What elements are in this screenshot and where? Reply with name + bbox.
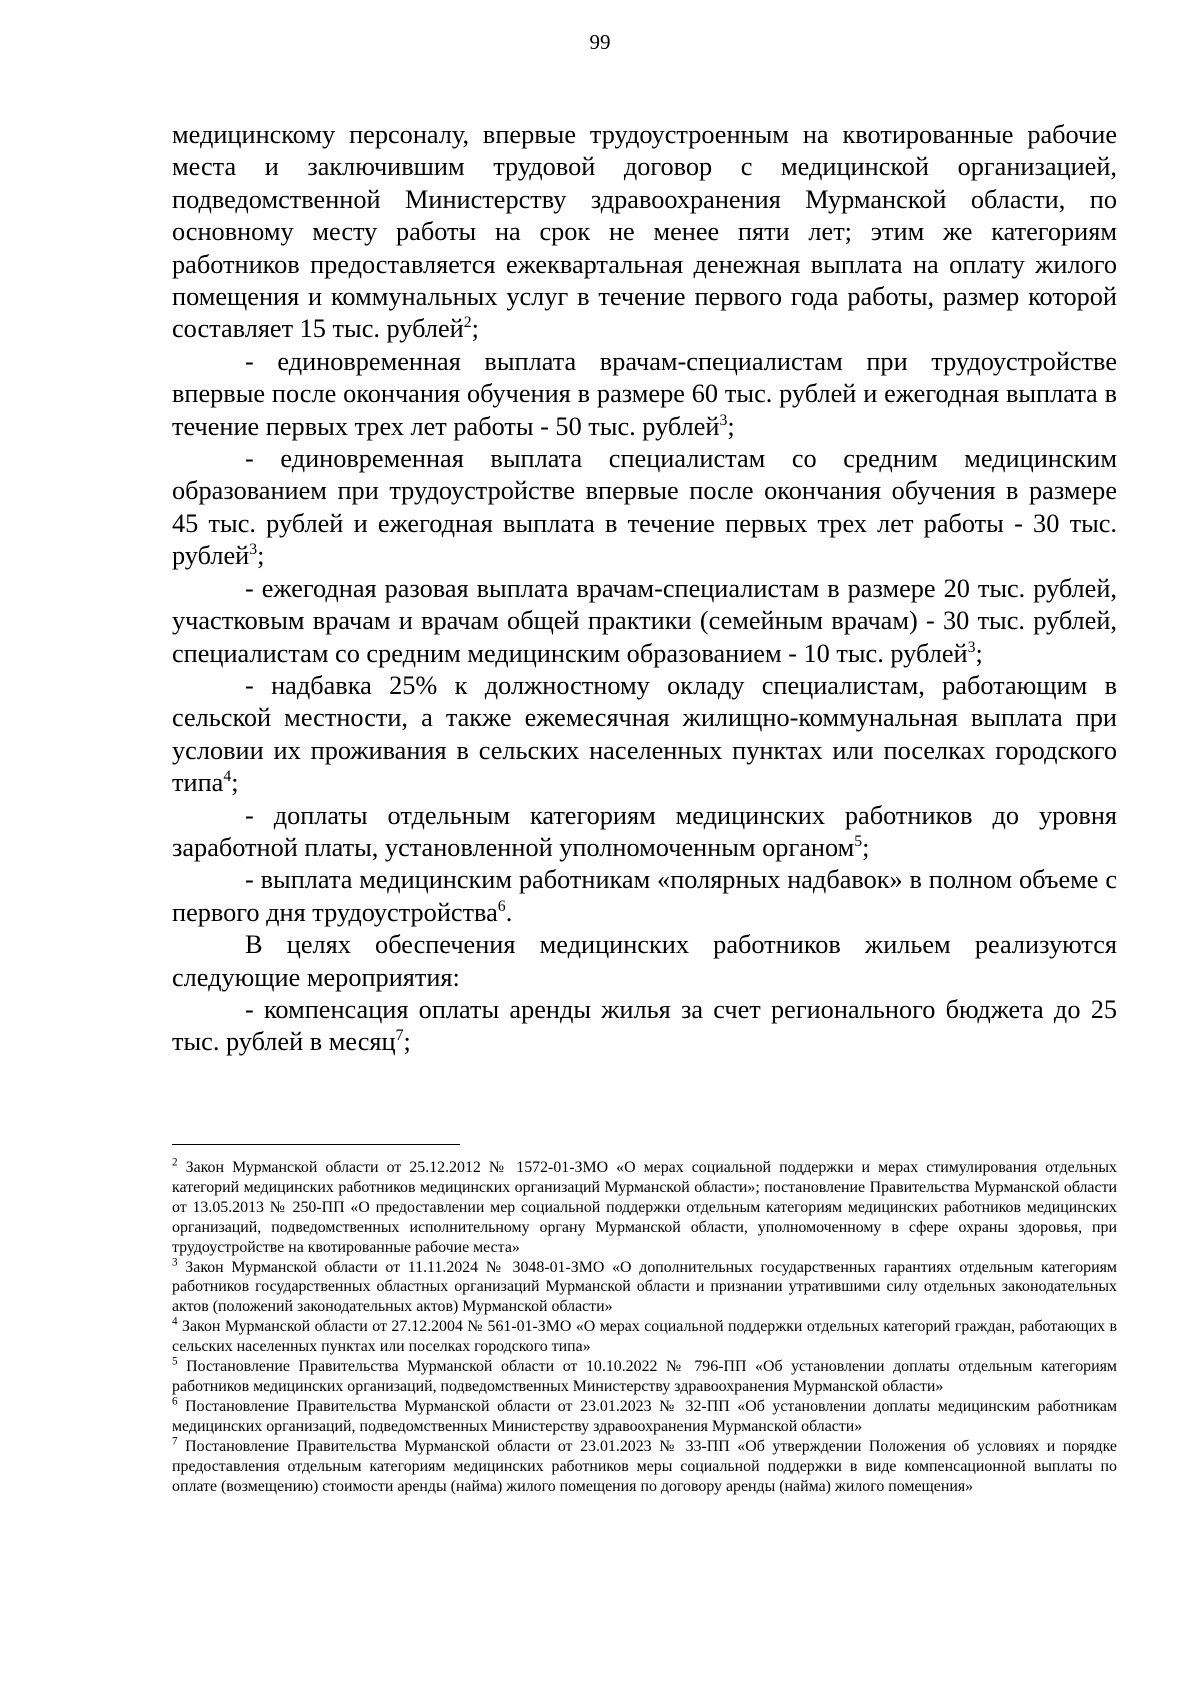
paragraph-text: - единовременная выплата врачам-специалистам при трудоустройстве впервые после окончания обучения в размере 60 тыс. рублей и ежегодная выплата в течение первых трех лет работы - 50 тыс. рублей [172, 346, 1117, 441]
paragraph-intro [172, 929, 1117, 994]
footnote [172, 1397, 1117, 1437]
footnote-ref[interactable]: 6 [497, 897, 506, 915]
paragraph-continuation [172, 119, 1117, 346]
footnote-ref[interactable]: 5 [854, 833, 863, 851]
footnote-separator [172, 1144, 460, 1145]
paragraph-tail: ; [471, 314, 479, 344]
footnote-text: Закон Мурманской области от 25.12.2012 № 1572-01-ЗМО «О мерах социальной поддержки и мерах стимулирования отдельных категорий медицинских работников медицинских организаций Мурманской области»; постановление Правительства Мурманской области от 13.05.2013 № 250-ПП «О предоставлении мер социальной поддержки отдельным категориям медицинских работников медицинских организаций, подведомственных исполнительному органу Мурманской области, уполномоченному в сфере охраны здоровья, при трудоустройстве на квотированные рабочие места» [172, 1159, 1117, 1256]
paragraph-text: - доплаты отдельным категориям медицинских работников до уровня заработной платы, установленной уполномоченным органом [172, 800, 1117, 862]
footnote [172, 1357, 1117, 1397]
footnote-number: 7 [172, 1435, 178, 1448]
footnote [172, 1437, 1117, 1497]
footnote-text: Постановление Правительства Мурманской области от 10.10.2022 № 796-ПП «Об установлении доплаты отдельным категориям работников медицинских организаций, подведомственных Министерству здравоохранения Мурманской области» [172, 1358, 1117, 1395]
paragraph-text: - ежегодная разовая выплата врачам-специалистам в размере 20 тыс. рублей, участковым врачам и врачам общей практики (семейным врачам) - 30 тыс. рублей, специалистам со средним медицинским образованием - 10 тыс. рублей [172, 573, 1117, 668]
paragraph-item [172, 670, 1117, 800]
footnote-text: Постановление Правительства Мурманской области от 23.01.2023 № 33-ПП «Об утверждении Положения об условиях и порядке предоставления отдельным категориям медицинских работников меры социальной поддержки в виде компенсационной выплаты по оплате (возмещению) стоимости аренды (найма) жилого помещения по договору аренды (найма) жилого помещения» [172, 1437, 1117, 1495]
footnote [172, 1317, 1117, 1357]
footnote-number: 6 [172, 1395, 178, 1408]
paragraph-tail: ; [231, 768, 239, 798]
footnotes [172, 1158, 1117, 1496]
paragraph-item [172, 800, 1117, 865]
paragraph-item [172, 443, 1117, 573]
footnote-ref[interactable]: 3 [249, 541, 258, 559]
footnote-ref[interactable]: 3 [719, 411, 728, 429]
footnote-text: Закон Мурманской области от 11.11.2024 № 3048-01-ЗМО «О дополнительных государственных гарантиях отдельным категориям работников государственных областных организаций Мурманской области и признании утратившими силу отдельных законодательных актов (положений законодательных актов) Мурманской области» [172, 1258, 1117, 1316]
page-number: 99 [589, 30, 611, 54]
paragraph-text: - выплата медицинским работникам «полярных надбавок» в полном объеме с первого дня трудоустройства [172, 865, 1117, 927]
paragraph-tail: ; [862, 832, 870, 862]
paragraph-item [172, 346, 1117, 443]
footnote-number: 3 [172, 1256, 178, 1269]
main-text [172, 119, 1117, 1059]
paragraph-text: - единовременная выплата специалистам со средним медицинским образованием при трудоустройстве впервые после окончания обучения в размере 45 тыс. рублей и ежегодная выплата в течение первых трех лет работы - 30 тыс. рублей [172, 444, 1117, 571]
footnote [172, 1158, 1117, 1258]
paragraph-text: медицинскому персоналу, впервые трудоустроенным на квотированные рабочие места и заключившим трудовой договор с медицинской организацией, подведомственной Министерству здравоохранения Мурманской области, по основному месту работы на срок не менее пяти лет; этим же категориям работников предоставляется ежеквартальная денежная выплата на оплату жилого помещения и коммунальных услуг в течение первого года работы, размер которой составляет 15 тыс. рублей [172, 120, 1117, 344]
footnote-number: 2 [172, 1156, 178, 1169]
paragraph-tail: ; [727, 411, 735, 441]
paragraph-tail: ; [975, 638, 983, 668]
paragraph-item [172, 573, 1117, 670]
footnote-text: Постановление Правительства Мурманской области от 23.01.2023 № 32-ПП «Об установлении доплаты медицинским работникам медицинских организаций, подведомственных Министерству здравоохранения Мурманской области» [172, 1397, 1117, 1435]
paragraph-text: - надбавка 25% к должностному окладу специалистам, работающим в сельской местности, а также ежемесячная жилищно-коммунальная выплата при условии их проживания в сельских населенных пунктах или поселках городского типа [172, 670, 1117, 798]
paragraph-tail: . [505, 897, 513, 927]
paragraph-tail: ; [403, 1027, 411, 1057]
paragraph-text: - компенсация оплаты аренды жилья за счет регионального бюджета до 25 тыс. рублей в месяц [172, 994, 1117, 1057]
footnote-text: Закон Мурманской области от 27.12.2004 № 561-01-ЗМО «О мерах социальной поддержки отдельных категорий граждан, работающих в сельских населенных пунктах или поселках городского типа» [172, 1318, 1117, 1356]
footnote-ref[interactable]: 3 [967, 638, 976, 656]
footnote-ref[interactable]: 7 [395, 1027, 404, 1045]
footnote-number: 4 [172, 1315, 178, 1328]
footnote-ref[interactable]: 2 [463, 314, 472, 332]
paragraph-tail: ; [257, 541, 265, 571]
footnote-ref[interactable]: 4 [223, 768, 232, 786]
footnote-number: 5 [172, 1355, 178, 1368]
paragraph-item [172, 864, 1117, 929]
footnote [172, 1258, 1117, 1318]
paragraph-text: В целях обеспечения медицинских работников жильем реализуются следующие мероприятия: [172, 930, 1117, 992]
paragraph-item [172, 994, 1117, 1059]
